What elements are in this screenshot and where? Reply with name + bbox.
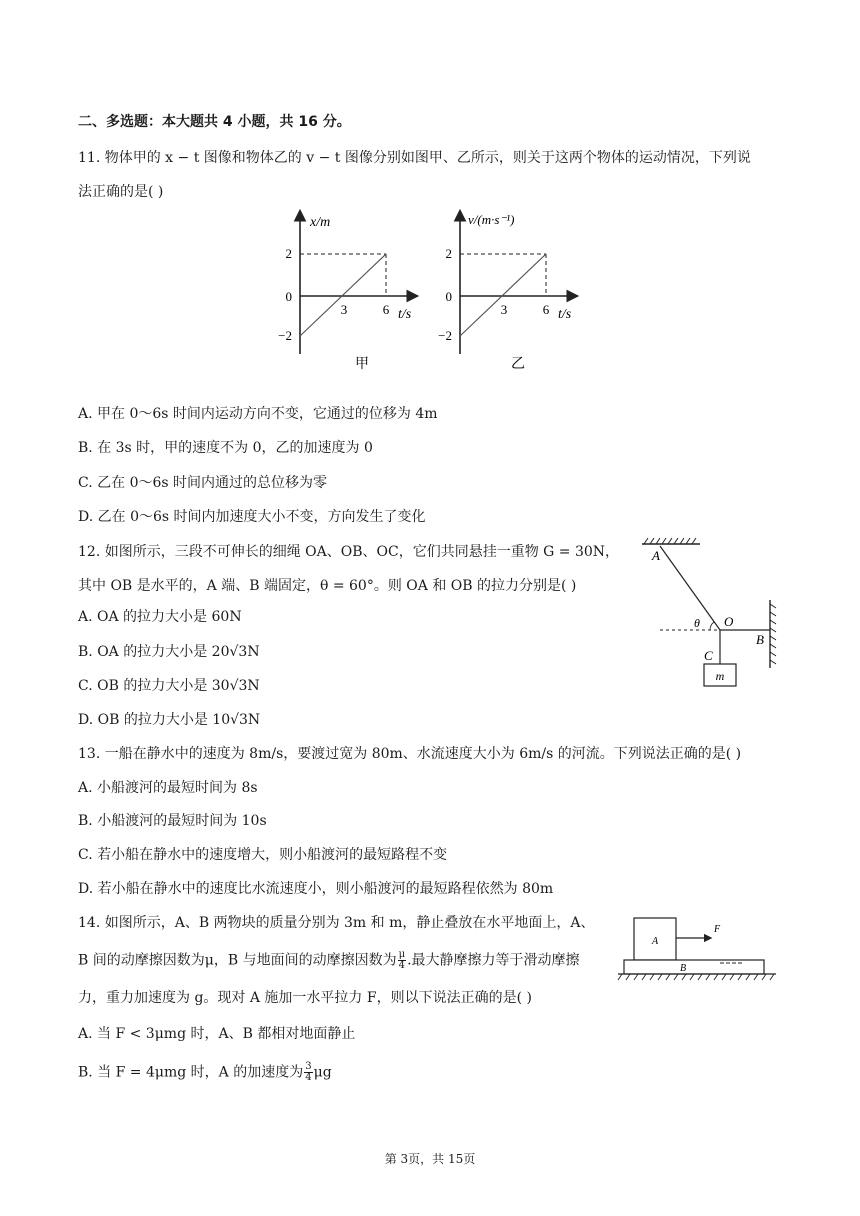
y-tick-neg2: −2 — [438, 328, 452, 343]
q14-figure — [616, 912, 786, 984]
label-f: F — [714, 924, 721, 935]
y-tick-2: 2 — [445, 246, 452, 261]
frac-num: μ — [398, 949, 406, 960]
y-tick-0: 0 — [285, 289, 292, 304]
frac-num: 3 — [305, 1061, 312, 1072]
q13-option-d: D. 若小船在静水中的速度比水流速度小，则小船渡河的最短路程依然为 80m — [78, 881, 554, 897]
label-a: A — [652, 548, 660, 563]
q12-option-a: A. OA 的拉力大小是 60N — [78, 609, 242, 625]
q11-graph-jia — [276, 206, 426, 376]
x-axis-label: t/s — [558, 307, 572, 322]
q14-stem-line2 — [78, 950, 580, 971]
label-b: B — [680, 963, 687, 974]
label-m: m — [715, 669, 725, 683]
caption-yi: 乙 — [511, 357, 525, 372]
frac-den: 4 — [398, 960, 406, 971]
q12-option-c: C. OB 的拉力大小是 30√3N — [78, 678, 260, 694]
q13-option-b: B. 小船渡河的最短时间为 10s — [78, 813, 267, 829]
rope-oa — [660, 546, 720, 630]
q11-stem-line1: 11. 物体甲的 x − t 图像和物体乙的 v − t 图像分别如图甲、乙所示，则关于这两个物体的运动情况，下列说 — [78, 150, 751, 166]
q14-stem-line3: 力，重力加速度为 g。现对 A 施加一水平拉力 F，则以下说法正确的是( ) — [78, 990, 532, 1006]
q14-stem-line2b: .最大静摩擦力等于滑动摩擦 — [407, 952, 580, 969]
x-tick-3: 3 — [340, 302, 348, 317]
q11-option-a: A. 甲在 0～6s 时间内运动方向不变，它通过的位移为 4m — [78, 406, 438, 422]
q12-option-b: B. OA 的拉力大小是 20√3N — [78, 644, 260, 660]
q12-figure — [640, 536, 790, 696]
q11-option-b: B. 在 3s 时，甲的速度不为 0，乙的加速度为 0 — [78, 440, 373, 456]
q13-option-a: A. 小船渡河的最短时间为 8s — [78, 780, 258, 796]
q14-option-a: A. 当 F < 3μmg 时，A、B 都相对地面静止 — [78, 1026, 356, 1042]
block-b — [624, 960, 764, 974]
page-footer: 第 3页，共 15页 — [384, 1152, 476, 1166]
label-c: C — [704, 648, 713, 663]
x-tick-6: 6 — [542, 302, 550, 317]
q11-option-d: D. 乙在 0～6s 时间内加速度大小不变，方向发生了变化 — [78, 509, 426, 525]
x-axis-label: t/s — [398, 307, 412, 322]
frac-den: 4 — [305, 1072, 312, 1083]
q14-option-b-pre: B. 当 F = 4μmg 时，A 的加速度为 — [78, 1064, 304, 1081]
q11-option-c: C. 乙在 0～6s 时间内通过的总位移为零 — [78, 475, 328, 491]
data-line — [300, 254, 386, 336]
q13-stem: 13. 一船在静水中的速度为 8m/s，要渡过宽为 80m、水流速度大小为 6m/s 的河流。下列说法正确的是( ) — [78, 746, 742, 762]
q12-option-d: D. OB 的拉力大小是 10√3N — [78, 712, 261, 728]
y-tick-neg2: −2 — [278, 328, 292, 343]
q11-graph-yi — [436, 206, 586, 376]
q11-stem-line2: 法正确的是( ) — [78, 184, 164, 200]
data-line — [460, 254, 546, 336]
q14-stem-line1: 14. 如图所示，A、B 两物块的质量分别为 3m 和 m，静止叠放在水平地面上，A、 — [78, 915, 595, 931]
q14-option-b-fraction — [304, 1062, 312, 1083]
y-tick-0: 0 — [445, 289, 452, 304]
q14-stem-line2a: B 间的动摩擦因数为μ，B 与地面间的动摩擦因数为 — [78, 952, 397, 969]
caption-jia: 甲 — [355, 357, 369, 372]
q13-option-c: C. 若小船在静水中的速度增大，则小船渡河的最短路程不变 — [78, 847, 448, 863]
q14-option-b — [78, 1062, 332, 1083]
y-axis-label: v/(m·s⁻¹) — [468, 212, 515, 227]
label-theta: θ — [694, 616, 700, 630]
q14-fraction — [398, 950, 407, 971]
x-tick-6: 6 — [382, 302, 390, 317]
x-tick-3: 3 — [500, 302, 508, 317]
q14-option-b-post: μg — [313, 1064, 332, 1081]
label-o: O — [724, 614, 734, 629]
label-b: B — [756, 632, 764, 647]
section-header: 二、多选题：本大题共 4 小题，共 16 分。 — [78, 114, 351, 130]
y-axis-label: x/m — [310, 215, 331, 230]
q12-stem-line1: 12. 如图所示，三段不可伸长的细绳 OA、OB、OC，它们共同悬挂一重物 G = 30N， — [78, 544, 620, 560]
label-a: A — [652, 936, 659, 947]
y-tick-2: 2 — [285, 246, 292, 261]
q12-stem-line2: 其中 OB 是水平的，A 端、B 端固定，θ = 60°。则 OA 和 OB 的拉力分别是( ) — [78, 578, 577, 594]
